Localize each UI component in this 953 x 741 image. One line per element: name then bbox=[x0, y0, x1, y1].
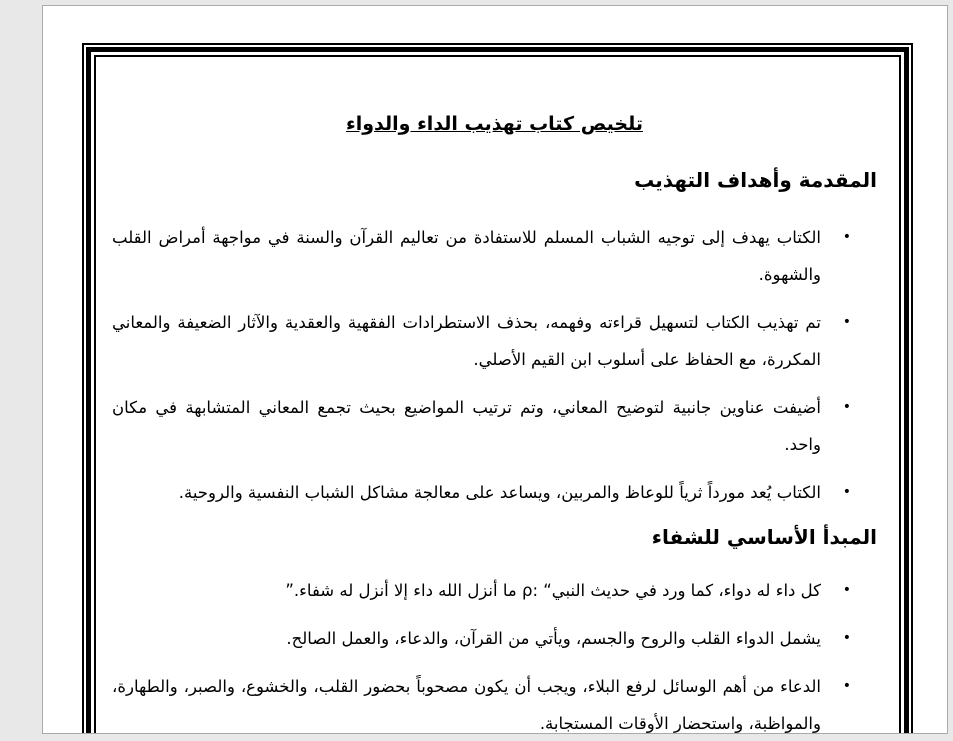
bullet-list-healing-principle bbox=[112, 572, 877, 734]
decorative-border-frame-inner bbox=[94, 55, 901, 734]
section-heading-introduction: المقدمة وأهداف التهذيب bbox=[634, 168, 877, 192]
bullet-icon bbox=[843, 668, 851, 705]
bullet-icon bbox=[843, 389, 851, 426]
bullet-icon bbox=[843, 620, 851, 657]
bullet-list-introduction bbox=[112, 219, 877, 511]
decorative-border-frame bbox=[82, 43, 913, 734]
title-row bbox=[112, 109, 877, 139]
list-item bbox=[112, 474, 877, 511]
bullet-text: الكتاب يُعد مورداً ثرياً للوعاظ والمربين، ويساعد على معالجة مشاكل الشباب النفسية والروحية. bbox=[178, 483, 821, 502]
document-content bbox=[96, 57, 899, 734]
bullet-text: يشمل الدواء القلب والروح والجسم، ويأتي من القرآن، والدعاء، والعمل الصالح. bbox=[286, 629, 821, 648]
bullet-text: تم تهذيب الكتاب لتسهيل قراءته وفهمه، بحذف الاستطرادات الفقهية والعقدية والآثار الضعيفة والمعاني المكررة، مع الحفاظ على أسلوب ابن القيم الأصلي. bbox=[112, 313, 821, 369]
document-page bbox=[42, 5, 948, 734]
bullet-text: أضيفت عناوين جانبية لتوضيح المعاني، وتم ترتيب المواضيع بحيث تجمع المعاني المتشابهة في مكان واحد. bbox=[112, 398, 821, 454]
decorative-border-frame-middle bbox=[86, 47, 909, 734]
section-heading-healing-principle: المبدأ الأساسي للشفاء bbox=[651, 525, 877, 549]
list-item bbox=[112, 304, 877, 378]
list-item bbox=[112, 620, 877, 657]
list-item bbox=[112, 572, 877, 609]
bullet-icon bbox=[843, 474, 851, 511]
bullet-text: الدعاء من أهم الوسائل لرفع البلاء، ويجب أن يكون مصحوباً بحضور القلب، والخشوع، والصبر، والطهارة، والمواظبة، واستحضار الأوقات المستجابة. bbox=[112, 677, 821, 733]
bullet-icon bbox=[843, 219, 851, 256]
bullet-text: الكتاب يهدف إلى توجيه الشباب المسلم للاستفادة من تعاليم القرآن والسنة في مواجهة أمراض القلب والشهوة. bbox=[112, 228, 821, 284]
list-item bbox=[112, 389, 877, 463]
list-item bbox=[112, 668, 877, 734]
bullet-text: كل داء له دواء، كما ورد في حديث النبي“ :ρ ما أنزل الله داء إلا أنزل له شفاء.” bbox=[285, 581, 821, 600]
bullet-icon bbox=[843, 572, 851, 609]
page-title: تلخيص كتاب تهذيب الداء والدواء bbox=[346, 113, 643, 135]
bullet-icon bbox=[843, 304, 851, 341]
list-item bbox=[112, 219, 877, 293]
